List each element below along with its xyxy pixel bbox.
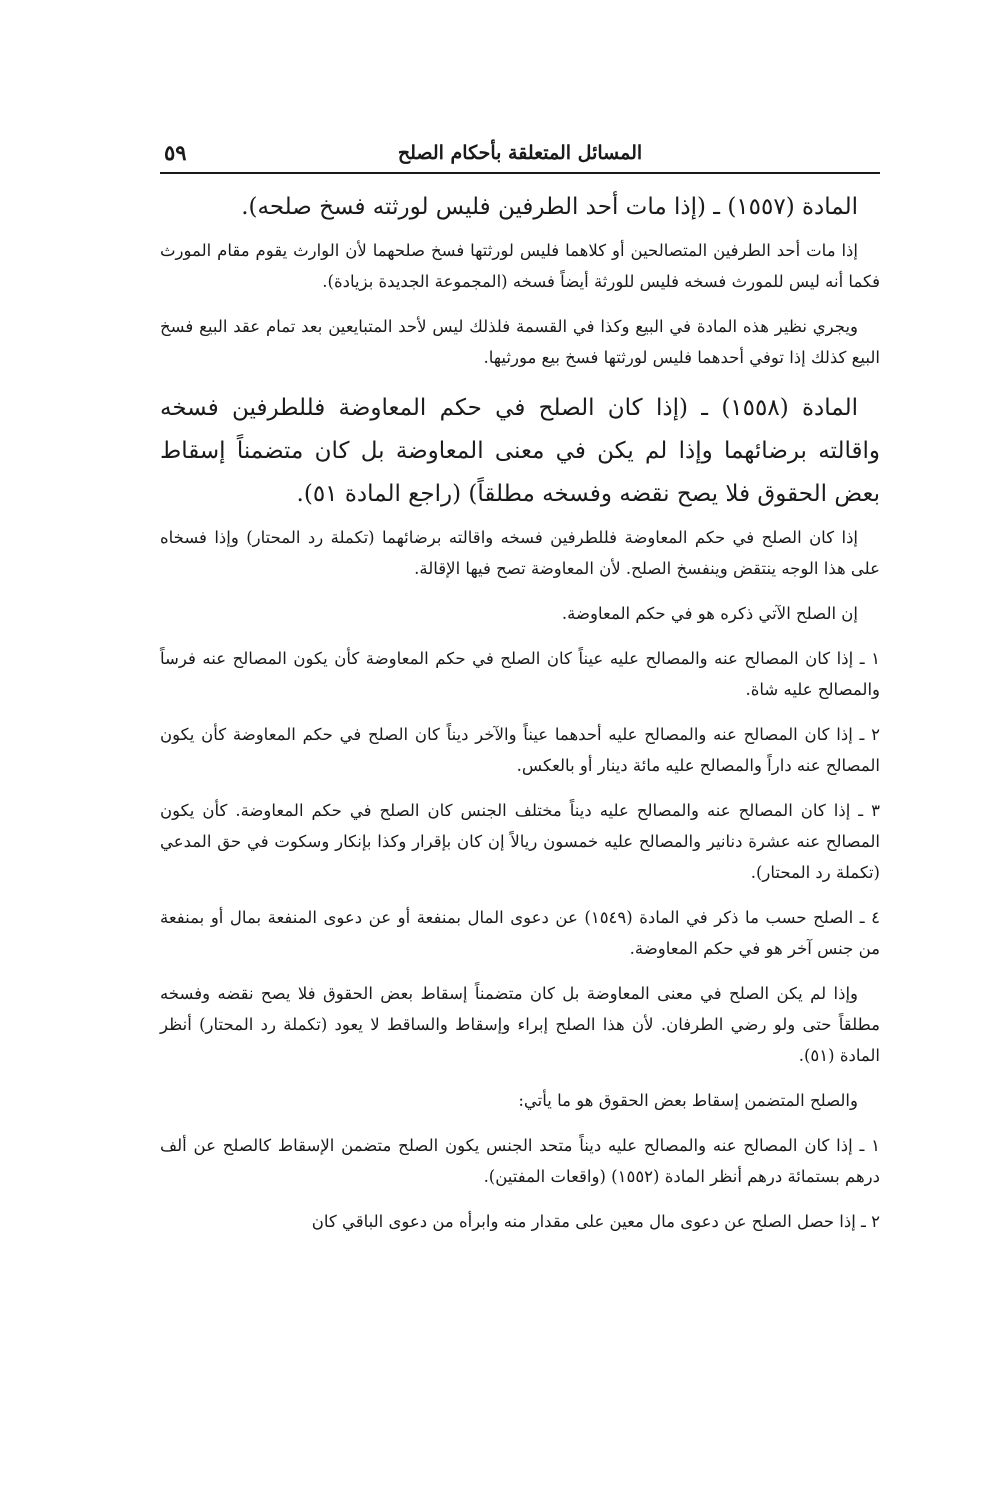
paragraph: ويجري نظير هذه المادة في البيع وكذا في القسمة فلذلك ليس لأحد المتبايعين بعد تمام عقد البيع فسخ البيع كذلك إذا توفي أحدهما فليس لورثتها فسخ بيع مورثيها.	[160, 317, 880, 367]
paragraph: والصلح المتضمن إسقاط بعض الحقوق هو ما يأتي:	[518, 1091, 858, 1110]
page-number: ٥٩	[164, 140, 187, 165]
running-header	[160, 138, 880, 174]
header-title: المسائل المتعلقة بأحكام الصلح	[397, 142, 643, 164]
paragraph: إن الصلح الآتي ذكره هو في حكم المعاوضة.	[561, 604, 858, 623]
page-content	[160, 174, 880, 1237]
paragraph: إذا مات أحد الطرفين المتصالحين أو كلاهما فليس لورثتها فسخ صلحهما لأن الوارث يقوم مقام المورث فكما أنه ليس للمورث فسخه فليس للورثة أيضاً فسخه (المجموعة الجديدة بزيادة).	[160, 241, 880, 291]
list-item: ٤ ـ الصلح حسب ما ذكر في المادة (١٥٤٩) عن دعوى المال بمنفعة أو عن دعوى المنفعة بمال أو بمنفعة من جنس آخر هو في حكم المعاوضة.	[160, 908, 880, 958]
list-item: ١ ـ إذا كان المصالح عنه والمصالح عليه ديناً متحد الجنس يكون الصلح متضمن الإسقاط كالصلح عن ألف درهم بستمائة درهم أنظر المادة (١٥٥٢) (واقعات المفتين).	[160, 1136, 880, 1186]
list-item: ٢ ـ إذا كان المصالح عنه والمصالح عليه أحدهما عيناً والآخر ديناً كان الصلح في حكم المعاوضة كأن يكون المصالح عنه داراً والمصالح عليه مائة دينار أو بالعكس.	[160, 725, 880, 775]
article-heading-1557: المادة (١٥٥٧) ـ (إذا مات أحد الطرفين فليس لورثته فسخ صلحه).	[241, 194, 858, 220]
paragraph: إذا كان الصلح في حكم المعاوضة فللطرفين فسخه واقالته برضائهما (تكملة رد المحتار) وإذا فسخاه على هذا الوجه ينتقض وينفسخ الصلح. لأن المعاوضة تصح فيها الإقالة.	[160, 528, 880, 578]
list-item: ٢ ـ إذا حصل الصلح عن دعوى مال معين على مقدار منه وابرأه من دعوى الباقي كان	[311, 1212, 880, 1231]
document-page	[160, 138, 880, 1251]
list-item: ٣ ـ إذا كان المصالح عنه والمصالح عليه ديناً مختلف الجنس كان الصلح في حكم المعاوضة. كأن يكون المصالح عنه عشرة دنانير والمصالح عليه خمسون ريالاً إن كان بإقرار وكذا بإنكار وسكوت في حق المدعي (تكملة رد المحتار).	[160, 801, 880, 882]
list-item: ١ ـ إذا كان المصالح عنه والمصالح عليه عيناً كان الصلح في حكم المعاوضة كأن يكون المصالح عنه فرساً والمصالح عليه شاة.	[160, 649, 880, 699]
paragraph: وإذا لم يكن الصلح في معنى المعاوضة بل كان متضمناً إسقاط بعض الحقوق فلا يصح نقضه وفسخه مطلقاً حتى ولو رضي الطرفان. لأن هذا الصلح إبراء وإسقاط والساقط لا يعود (تكملة رد المحتار) أنظر المادة (٥١).	[160, 984, 880, 1065]
article-heading-1558: المادة (١٥٥٨) ـ (إذا كان الصلح في حكم المعاوضة فللطرفين فسخه واقالته برضائهما وإذا لم يكن في معنى المعاوضة بل كان متضمناً إسقاط بعض الحقوق فلا يصح نقضه وفسخه مطلقاً) (راجع المادة ٥١).	[160, 395, 880, 507]
